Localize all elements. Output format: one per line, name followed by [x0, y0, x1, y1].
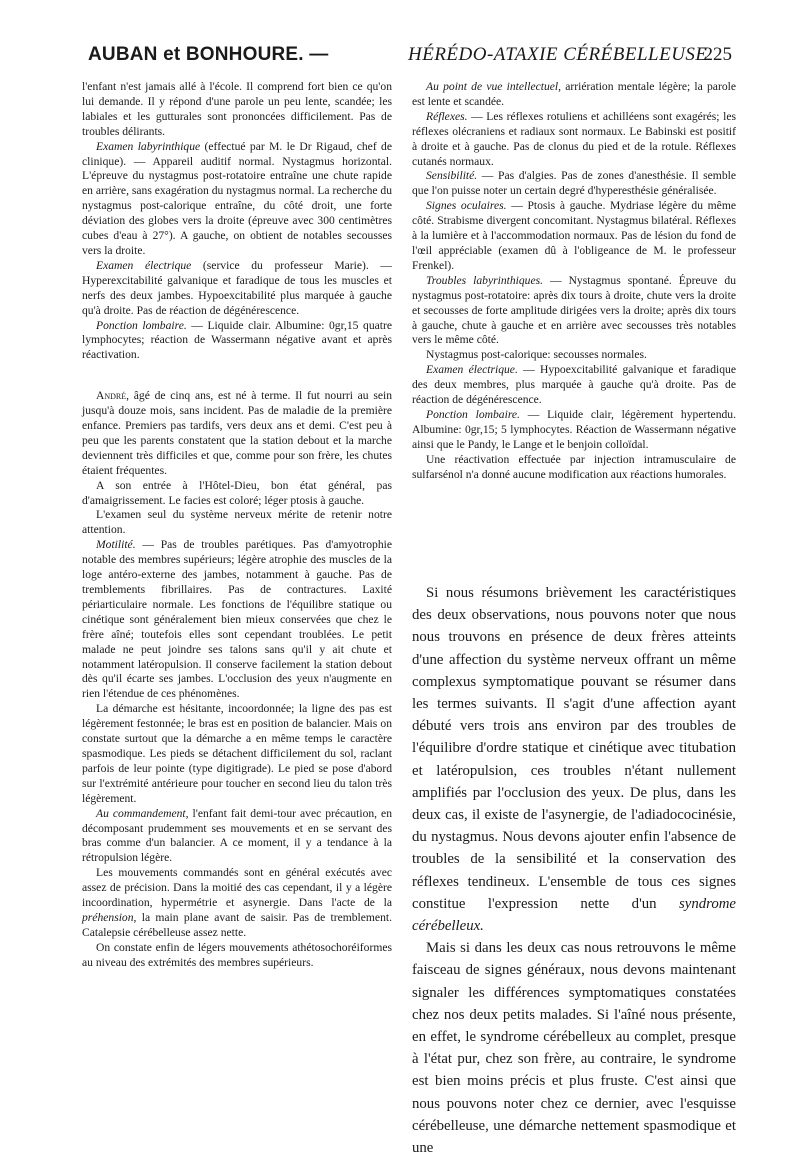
section-label: Troubles labyrinthiques.: [426, 273, 544, 287]
section-label: Examen électrique.: [426, 363, 518, 377]
paragraph: L'examen seul du système nerveux mérite de retenir notre attention.: [82, 508, 392, 537]
section-label: Motilité.: [96, 538, 136, 552]
paragraph: Une réactivation effectuée par injection intramusculaire de sulfarsénol n'a donné aucune modification aux réactions humorales.: [412, 452, 736, 481]
patient-name: André: [96, 389, 127, 403]
paragraph: On constate enfin de légers mouvements athétosochoréiformes au niveau des extrémités des membres supérieurs.: [82, 940, 392, 969]
paragraph: Si nous résumons brièvement les caractéristiques des deux observations, nous pouvons noter que nous nous trouvons en présence de deux frères atteints d'une affection du système nerveux offrant un même complexus symptomatique pouvant se résumer dans les termes suivants. Il s'agit d'une affection ayant débuté vers trois ans environ par des troubles de l'équilibre d'ordre statique et cinétique avec titubation et latéropulsion, ces troubles n'étant nullement amplifiés par l'occlusion des yeux. De plus, dans les deux cas, il existe de l'asynergie, de l'adiadococinésie, du nystagmus. Nous devons ajouter enfin l'absence de troubles de la sensibilité et la conservation des réflexes tendineux. L'ensemble de tous ces signes constitue l'expression nette d'un syndrome cérébelleux.: [412, 585, 736, 935]
paragraph: André, âgé de cinq ans, est né à terme. Il fut nourri au sein jusqu'à douze mois, sans incident. Pas de maladie de la première enfance. Premiers pas tardifs, vers deux ans et demi. C'est peu à peu que les parents constatent que la station debout et la marche deviennent très difficiles et que, comme pour son frère, les chutes étaient fréquentes.: [82, 389, 392, 477]
paragraph: Sensibilité. — Pas d'algies. Pas de zones d'anesthésie. Il semble que l'on puisse noter un certain degré d'hyperesthésie généralisée.: [412, 169, 736, 198]
section-label: Examen électrique: [96, 258, 192, 272]
section-label: Ponction lombaire.: [426, 407, 520, 421]
right-column-body: [412, 582, 736, 1159]
running-title: HÉRÉDO-ATAXIE CÉRÉBELLEUSE: [408, 44, 708, 65]
section-label: Au point de vue intellectuel,: [426, 80, 562, 93]
page-header: [88, 44, 732, 72]
paragraph: Au point de vue intellectuel, arriération mentale légère; la parole est lente et scandée.: [412, 80, 736, 108]
page-number: 225: [703, 44, 732, 65]
paragraph: Examen électrique. — Hypoexcitabilité galvanique et faradique des deux membres, plus marquée à gauche qu'à droite. Pas de réaction de dégénérescence.: [412, 363, 736, 407]
paragraph: Ponction lombaire. — Liquide clair, légèrement hypertendu. Albumine: 0gr,15; 5 lymphocytes. Réaction de Wassermann négative ainsi que le Pandy, le Lange et le benjoin colloïdal.: [412, 407, 736, 451]
paragraph: Réflexes. — Les réflexes rotuliens et achilléens sont exagérés; les réflexes olécraniens et radiaux sont normaux. Le Babinski est positif à droite et à gauche. Pas de clonus du pied et de la rotule. Réflexes cutanés normaux.: [412, 109, 736, 168]
section-label: Au commandement,: [96, 806, 189, 820]
paragraph: Signes oculaires. — Ptosis à gauche. Mydriase légère du même côté. Strabisme divergent concomitant. Nystagmus bilatéral. Réflexes à la lumière et à l'accommodation normaux. Pas de lésion du fond de l'œil appréciable (examen dû à l'obligeance de M. le professeur Frenkel).: [412, 199, 736, 272]
paragraph: La démarche est hésitante, incoordonnée; la ligne des pas est légèrement festonnée; le bras est en position de balancier. Mais on constate surtout que la démarche a en même temps le caractère spasmodique. Les pieds se détachent difficilement du sol, raclant parfois de leur pointe (type digitigrade). Le pied se pose d'abord sur l'extrémité antérieure pour toucher en second lieu du talon très légèrement.: [82, 702, 392, 805]
section-label: Examen labyrinthique: [96, 139, 201, 153]
section-label: Réflexes.: [426, 109, 468, 123]
paragraph: A son entrée à l'Hôtel-Dieu, bon état général, pas d'amaigrissement. Le facies est coloré; léger ptosis à gauche.: [82, 478, 392, 507]
section-label: Ponction lombaire.: [96, 318, 187, 332]
paragraph: Ponction lombaire. — Liquide clair. Albumine: 0gr,15 quatre lymphocytes; réaction de Wassermann négative avant et après réactivation.: [82, 318, 392, 362]
paragraph: Troubles labyrinthiques. — Nystagmus spontané. Épreuve du nystagmus post-rotatoire: après dix tours à droite, chute vers la droite et secousses de forte amplitude dirigées vers la droite; après dix tours à gauche, chute à gauche et en arrière avec secousses très notables vers le même côté.: [412, 273, 736, 347]
paragraph: Au commandement, l'enfant fait demi-tour avec précaution, en décomposant prudemment ses mouvements et en se servant des bras comme d'un balancier. A ce moment, il y a tendance à la rétropulsion légère.: [82, 806, 393, 865]
right-column-notes: [412, 80, 736, 482]
paragraph: Motilité. — Pas de troubles parétiques. Pas d'amyotrophie notable des membres supérieurs; légère atrophie des muscles de la loge antéro-externe des jambes, notamment à gauche. Pas de tremblements fibrillaires. Pas de contractures. Laxité périarticulaire normale. Les fonctions de l'équilibre statique ou cinétique sont généralement bien mieux conservées que chez le frère aîné; toutefois elles sont cependant troublées. Le petit malade ne peut joindre ses talons sans qu'il y ait chute et notamment latéropulsion. Il conserve facilement la station debout dès qu'il écarte ses jambes. L'occlusion des yeux n'augmente en rien l'étendue de ces phénomènes.: [82, 538, 392, 701]
left-column: [82, 80, 392, 971]
section-label: Sensibilité.: [426, 169, 478, 183]
paragraph: Examen électrique (service du professeur Marie). — Hyperexcitabilité galvanique et faradique de tous les muscles et nerfs des deux jambes. Hypoexcitabilité plus marquée à gauche qu'à droite. Pas de réaction de dégénérescence.: [82, 258, 392, 317]
paragraph: Mais si dans les deux cas nous retrouvons le même faisceau de signes généraux, nous devons maintenant signaler les différences symptomatiques constatées chez nos deux petits malades. Si l'aîné nous présente, en effet, le syndrome cérébelleux au complet, presque à l'état pur, chez son frère, au contraire, le syndrome est bien moins précis et plus fruste. C'est ainsi que nous pouvons noter chez ce dernier, avec l'esquisse cérébelleuse, une démarche nettement spasmodique et une: [412, 940, 736, 1157]
section-label: Signes oculaires.: [426, 199, 507, 213]
paragraph: Les mouvements commandés sont en général exécutés avec assez de précision. Dans la moitié des cas cependant, il y a légère incoordination, hypermétrie et asynergie. Dans l'acte de la préhension, la main plane avant de saisir. Pas de tremblement. Catalepsie cérébelleuse assez nette.: [82, 866, 392, 939]
paragraph: Examen labyrinthique (effectué par M. le Dr Rigaud, chef de clinique). — Appareil auditif normal. Nystagmus horizontal. L'épreuve du nystagmus post-rotatoire entraîne une chute rapide en arrière, sans exagération du nystagmus normal. La recherche du nystagmus post-calorique entraîne, du côté droit, une forte déviation des globes vers la droite (épreuve avec 300 centimètres cubes d'eau à 27°). A gauche, on obtient de notables secousses vers la droite.: [82, 139, 393, 257]
paragraph: l'enfant n'est jamais allé à l'école. Il comprend fort bien ce qu'on lui demande. Il y répond d'une parole un peu lente, scandée; les labiales et les gutturales sont prononcées difficilement. Pas de troubles délirants.: [82, 80, 392, 138]
paragraph: Nystagmus post-calorique: secousses normales.: [426, 348, 647, 362]
running-authors: AUBAN et BONHOURE. —: [88, 44, 329, 65]
